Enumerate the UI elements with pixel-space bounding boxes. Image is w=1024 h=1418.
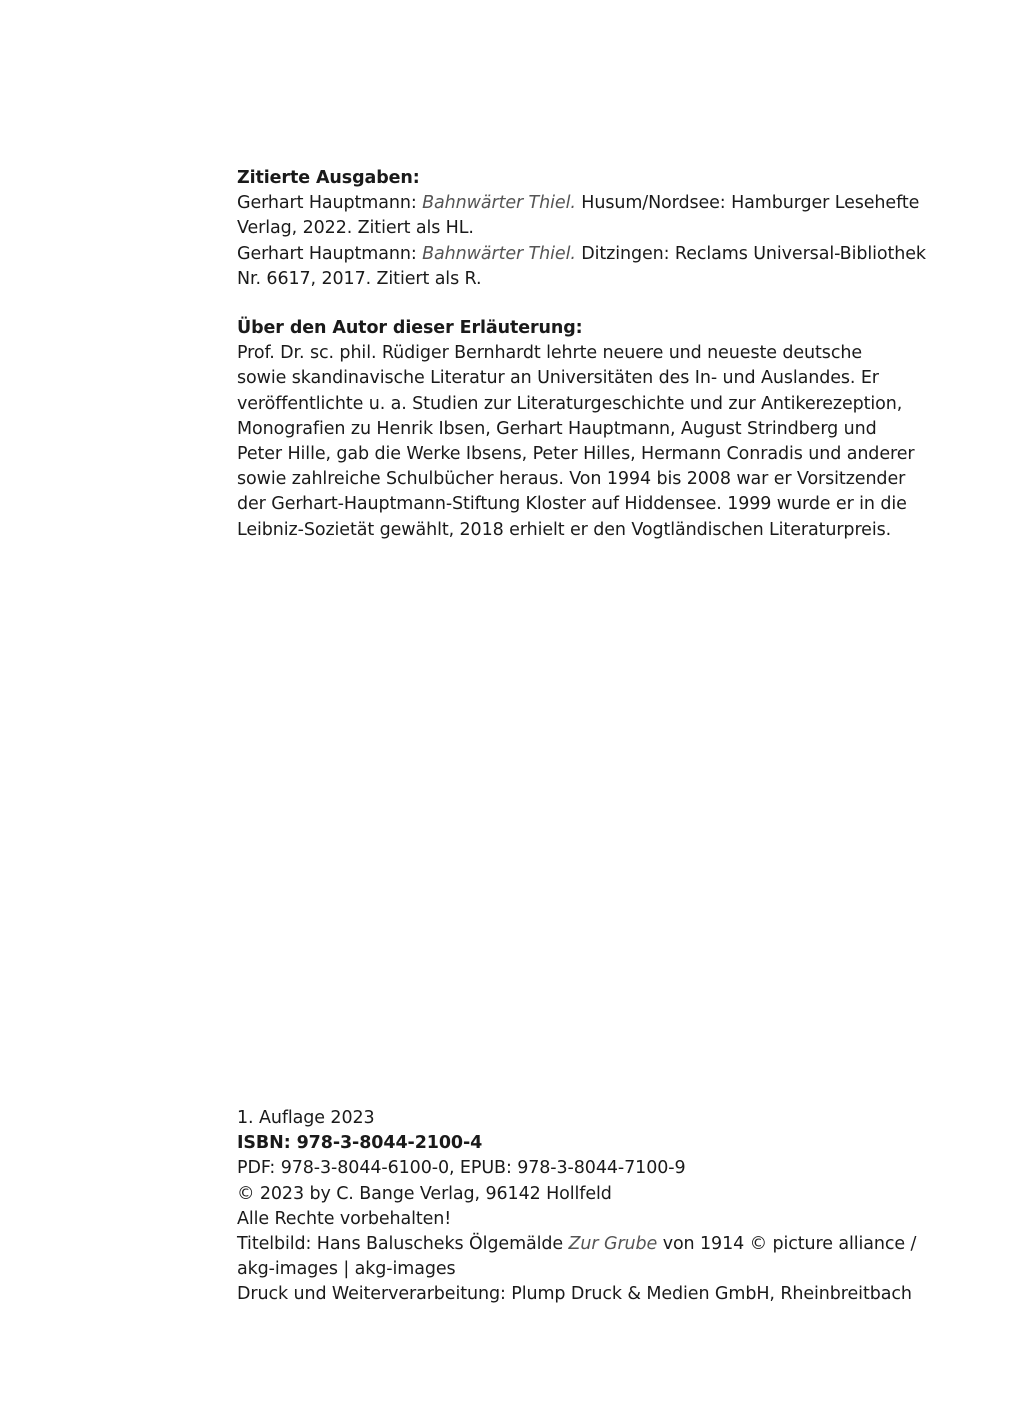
about-author-text-line: veröffentlichte u. a. Studien zur Literaturgeschichte und zur Antikerezeption, [237,393,903,414]
cover-credit-line-1 [237,1232,937,1257]
about-author-text-line: Prof. Dr. sc. phil. Rüdiger Bernhardt lehrte neuere und neueste deutsche [237,343,862,364]
isbn-ebook: PDF: 978-3-8044-6100-0, EPUB: 978-3-8044-7100-9 [237,1158,686,1179]
imprint-section [237,1106,937,1308]
cited-editions-section [237,166,937,292]
cover-credit-prefix: Titelbild: Hans Baluscheks Ölgemälde [237,1234,564,1255]
rights-notice: Alle Rechte vorbehalten! [237,1208,452,1229]
about-author-text-line: Leibniz-Sozietät gewählt, 2018 erhielt er den Vogtländischen Literaturpreis. [237,519,892,540]
about-author-text-line: Monografien zu Henrik Ibsen, Gerhart Hauptmann, August Strindberg und [237,418,877,439]
citation-author: Gerhart Hauptmann: [237,243,417,264]
citation-entry-2-line-2: Nr. 6617, 2017. Zitiert als R. [237,268,482,289]
citation-publisher: Husum/Nordsee: Hamburger Lesehefte [581,193,920,214]
about-author-section [237,316,937,543]
cover-artwork-title: Zur Grube [568,1234,658,1255]
about-author-heading: Über den Autor dieser Erläuterung: [237,318,583,338]
citation-entry-1-line-1 [237,191,937,216]
citation-title: Bahnwärter Thiel. [422,193,576,214]
about-author-text-line: der Gerhart-Hauptmann-Stiftung Kloster auf Hiddensee. 1999 wurde er in die [237,494,907,515]
citation-author: Gerhart Hauptmann: [237,193,417,214]
about-author-text-line: sowie skandinavische Literatur an Universitäten des In- und Auslandes. Er [237,368,879,389]
citation-publisher: Ditzingen: Reclams Universal-Bibliothek [581,243,926,264]
cited-editions-heading: Zitierte Ausgaben: [237,168,420,188]
citation-entry-1-line-2: Verlag, 2022. Zitiert als HL. [237,218,474,239]
citation-entry-2-line-1 [237,242,937,267]
about-author-text-line: Peter Hille, gab die Werke Ibsens, Peter Hilles, Hermann Conradis und anderer [237,444,915,465]
printing-credit: Druck und Weiterverarbeitung: Plump Druck & Medien GmbH, Rheinbreitbach [237,1284,912,1305]
isbn-print: ISBN: 978-3-8044-2100-4 [237,1133,483,1154]
edition-note: 1. Auflage 2023 [237,1108,375,1128]
cover-credit-suffix: von 1914 © picture alliance / [662,1234,917,1255]
copyright-notice: © 2023 by C. Bange Verlag, 96142 Hollfeld [237,1183,612,1204]
cover-credit-line-2: akg-images | akg-images [237,1259,456,1280]
about-author-text-line: sowie zahlreiche Schulbücher heraus. Von 1994 bis 2008 war er Vorsitzender [237,469,906,490]
citation-title: Bahnwärter Thiel. [422,243,576,264]
